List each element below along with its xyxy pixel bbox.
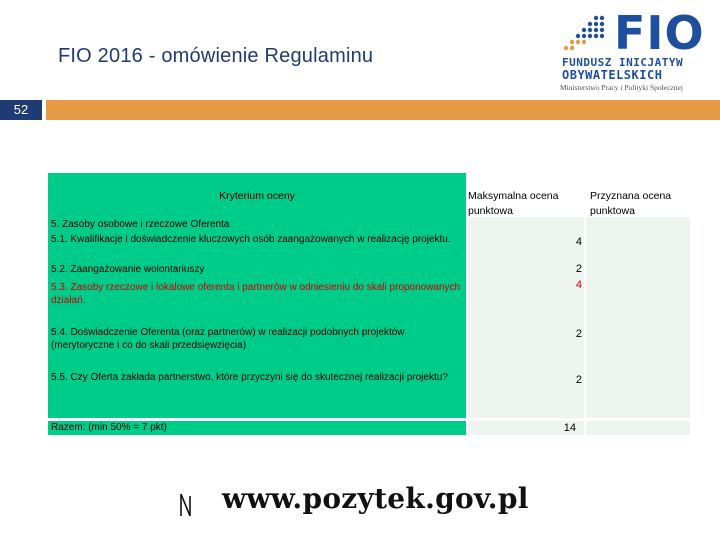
table-cell-awarded bbox=[586, 324, 690, 370]
table-total-max: 14 bbox=[468, 421, 584, 435]
table-row-label: 5.3. Zasoby rzeczowe i lokalowe oferenta i partnerów w odniesieniu do skali proponowanych działań. bbox=[48, 278, 466, 324]
dots-logo-icon bbox=[560, 14, 610, 54]
header-max-score: Maksymalna ocena punktowa bbox=[468, 190, 559, 217]
table-cell-awarded bbox=[586, 278, 690, 324]
table-cell-max: 4 bbox=[468, 278, 584, 324]
header-accent-bar bbox=[46, 100, 720, 120]
criteria-table bbox=[48, 173, 690, 435]
table-total-label: Razem: (min 50% = 7 pkt) bbox=[48, 421, 466, 435]
table-row-label: 5.5. Czy Oferta zakłada partnerstwo, które przyczyni się do skutecznej realizacji projektu? bbox=[48, 370, 466, 418]
table-row-label: 5.1. Kwalifikacje i doświadczenie kluczowych osób zaangażowanych w realizację projektu. bbox=[48, 232, 466, 262]
logo-wordmark: FIO bbox=[614, 6, 705, 60]
slide-number: 52 bbox=[0, 100, 42, 120]
logo-ministry: Ministerstwo Pracy i Polityki Społecznej bbox=[560, 83, 683, 92]
table-cell-max: 2 bbox=[468, 324, 584, 370]
table-cell-max bbox=[468, 217, 584, 233]
header-awarded-score: Przyznana ocena punktowa bbox=[590, 190, 672, 217]
table-total-awarded bbox=[586, 421, 690, 435]
table-row-label: 5.4. Doświadczenie Oferenta (oraz partnerów) w realizacji podobnych projektów (merytoryczne i co do skali przedsięwzięcia) bbox=[48, 324, 466, 370]
slide-title: FIO 2016 - omówienie Regulaminu bbox=[58, 45, 374, 67]
table-row-label: 5.2. Zaangażowanie wolontariuszy bbox=[48, 262, 466, 278]
table-cell-awarded bbox=[586, 217, 690, 233]
footer-url[interactable]: www.pozytek.gov.pl bbox=[222, 482, 529, 515]
header-criterion: Kryterium oceny bbox=[48, 173, 466, 217]
logo-line-1: FUNDUSZ INICJATYW bbox=[562, 56, 684, 69]
table-cell-max: 2 bbox=[468, 262, 584, 278]
fio-logo bbox=[556, 6, 706, 96]
table-row-label: 5. Zasoby osobowe i rzeczowe Oferenta bbox=[48, 217, 466, 233]
pozytek-logo-icon bbox=[178, 492, 218, 518]
table-cell-max: 4 bbox=[468, 232, 584, 262]
table-cell-awarded bbox=[586, 232, 690, 262]
table-cell-max: 2 bbox=[468, 370, 584, 418]
logo-line-2: OBYWATELSKICH bbox=[562, 68, 663, 82]
table-cell-awarded bbox=[586, 370, 690, 418]
table-cell-awarded bbox=[586, 262, 690, 278]
